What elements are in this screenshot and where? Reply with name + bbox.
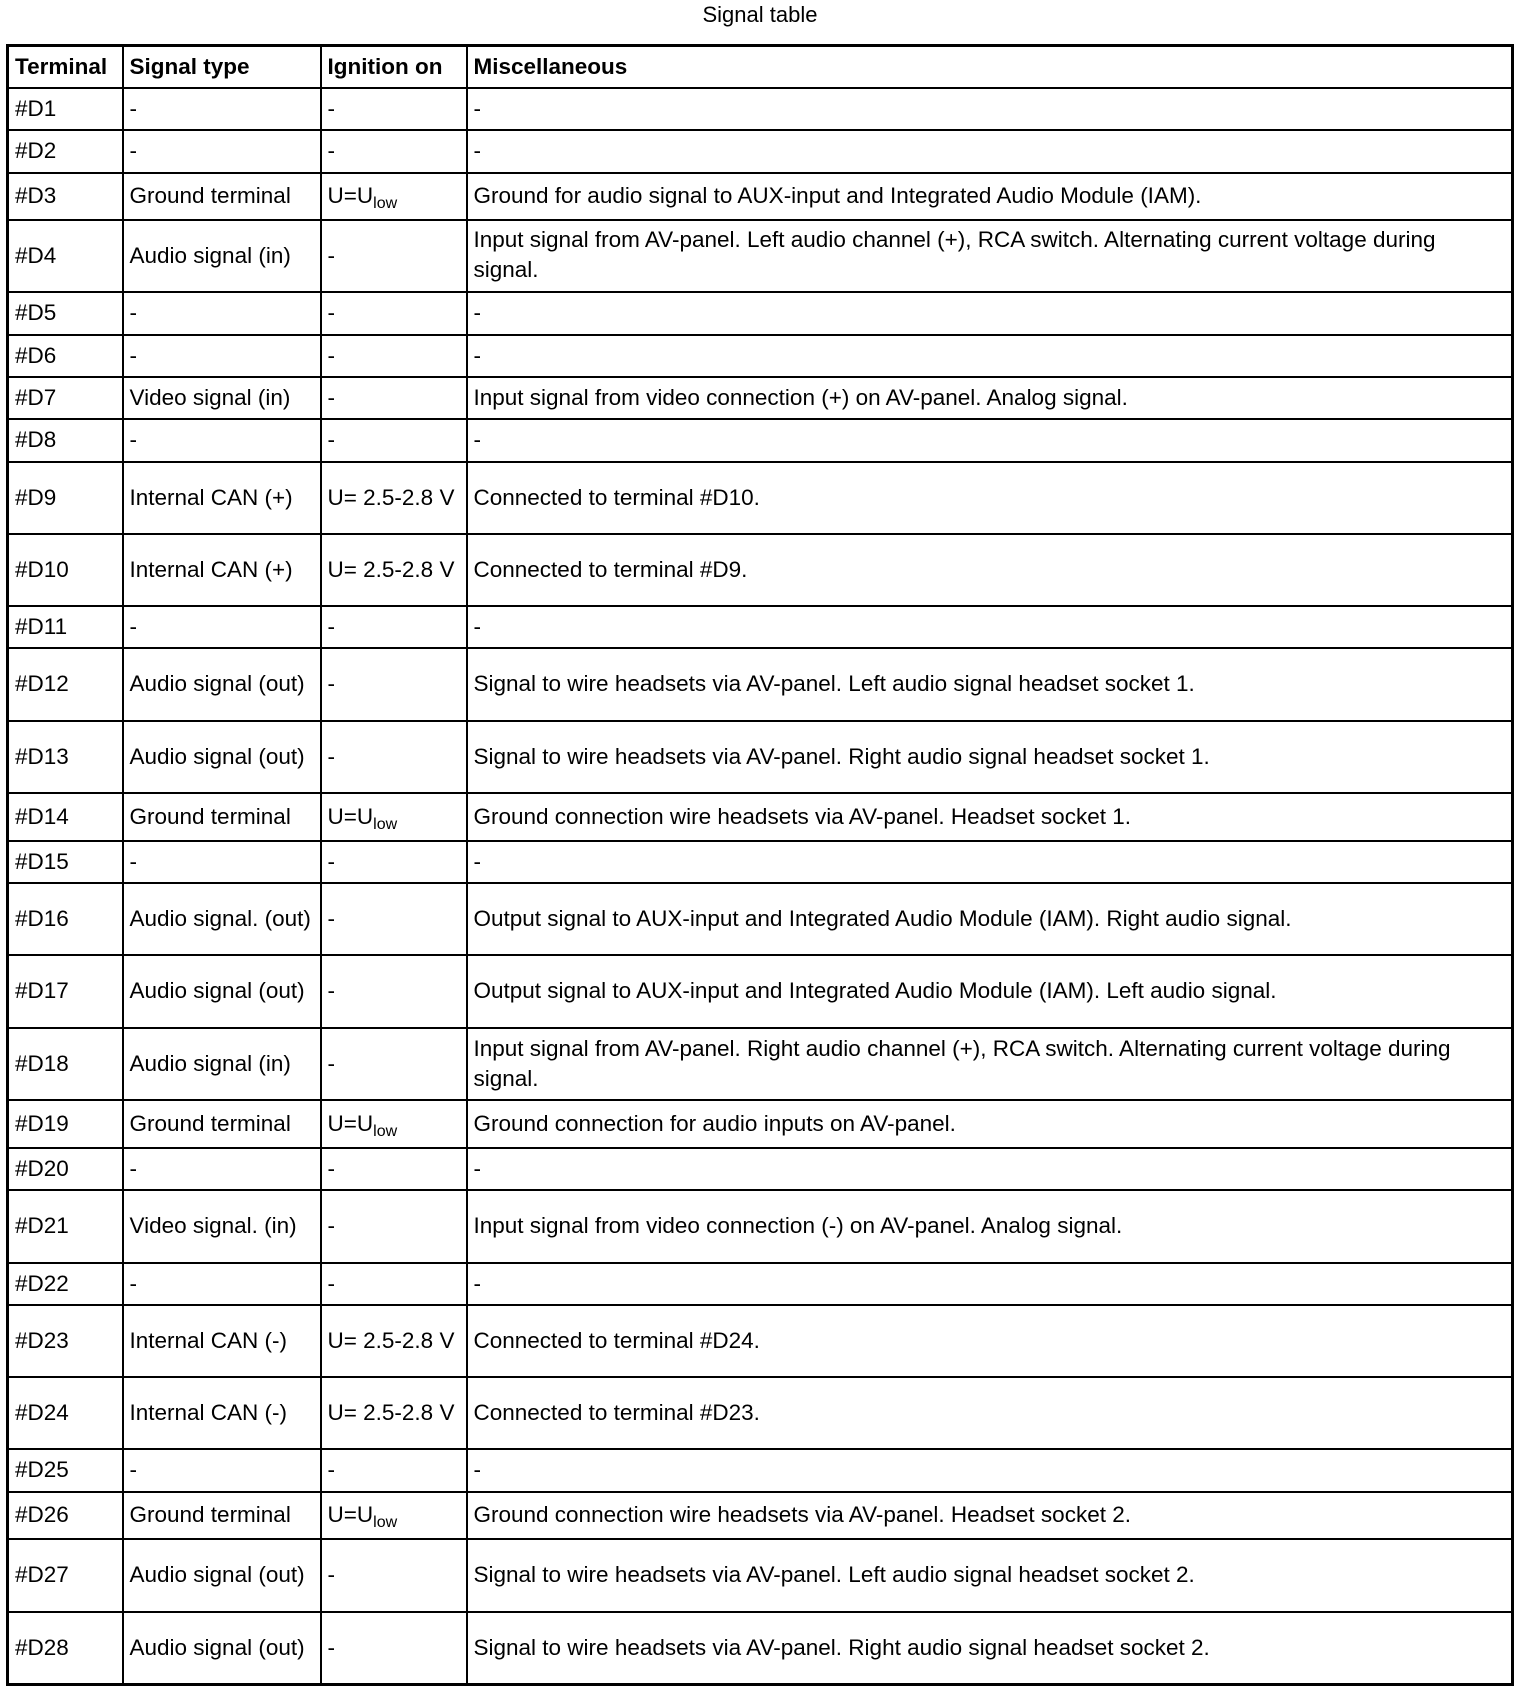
ignition-on-cell-text: - [327,1270,335,1296]
terminal-cell [8,1028,123,1100]
header-signal-type: Signal type [123,46,321,88]
signal-type-cell [123,130,321,173]
signal-type-cell [123,335,321,377]
terminal-cell-text: #D18 [15,1050,69,1076]
table-row [8,1263,1513,1305]
ignition-on-cell-text: U= 2.5-2.8 V [327,1399,455,1425]
ignition-on-cell [321,793,467,841]
table-row [8,1612,1513,1685]
table-row [8,419,1513,462]
terminal-cell [8,173,123,220]
terminal-cell [8,1190,123,1263]
terminal-cell-text: #D24 [15,1399,69,1425]
signal-type-cell-text: - [129,300,137,325]
ignition-on-cell [321,88,467,130]
terminal-cell [8,883,123,955]
miscellaneous-cell-text: Signal to wire headsets via AV-panel. Left audio signal headset socket 1. [473,671,1195,696]
terminal-cell-text: #D8 [15,427,57,452]
terminal-cell-text: #D3 [15,183,57,208]
terminal-cell [8,721,123,793]
table-row [8,1305,1513,1377]
ignition-on-cell [321,1305,467,1377]
signal-type-cell [123,292,321,335]
miscellaneous-cell-text: - [473,427,481,452]
header-ignition-on: Ignition on [321,46,467,88]
ignition-on-cell-text: - [327,1562,335,1587]
terminal-cell [8,130,123,173]
signal-type-cell [123,1148,321,1190]
ignition-on-cell-text: - [327,1213,335,1238]
signal-type-cell-text: Internal CAN (-) [129,1399,288,1425]
ignition-on-cell [321,955,467,1028]
terminal-cell [8,220,123,292]
terminal-cell-text: #D9 [15,484,57,510]
ignition-on-cell [321,462,467,534]
signal-type-cell [123,1100,321,1148]
signal-type-cell [123,377,321,419]
ignition-on-cell-text: U= 2.5-2.8 V [327,484,455,510]
ignition-on-cell-text: - [327,300,335,325]
terminal-cell-text: #D21 [15,1213,69,1238]
terminal-cell [8,335,123,377]
miscellaneous-cell-text: Connected to terminal #D23. [473,1399,760,1425]
miscellaneous-cell [467,534,1513,606]
table-row [8,883,1513,955]
miscellaneous-cell-text: Ground connection wire headsets via AV-panel. Headset socket 2. [473,1502,1131,1527]
ignition-on-cell-text: - [327,848,335,874]
table-row [8,648,1513,721]
terminal-cell [8,1305,123,1377]
signal-type-cell-text: Audio signal (out) [129,671,305,696]
signal-type-cell-text: Audio signal (out) [129,743,305,769]
miscellaneous-cell-text: Input signal from video connection (-) on AV-panel. Analog signal. [473,1213,1123,1238]
table-row [8,335,1513,377]
signal-type-cell [123,606,321,648]
ignition-on-cell [321,1100,467,1148]
terminal-cell [8,841,123,883]
terminal-cell [8,1263,123,1305]
miscellaneous-cell-text: Signal to wire headsets via AV-panel. Right audio signal headset socket 1. [473,743,1210,769]
miscellaneous-cell [467,335,1513,377]
terminal-cell-text: #D17 [15,978,69,1003]
signal-type-cell [123,841,321,883]
terminal-cell-text: #D2 [15,138,57,163]
ignition-on-cell [321,130,467,173]
terminal-cell-text: #D4 [15,242,57,268]
terminal-cell [8,292,123,335]
table-row [8,377,1513,419]
miscellaneous-cell-text: Connected to terminal #D9. [473,556,748,582]
miscellaneous-cell [467,1539,1513,1612]
signal-type-cell-text: Ground terminal [129,183,291,208]
signal-type-cell-text: - [129,1270,137,1296]
signal-type-cell [123,793,321,841]
terminal-cell [8,534,123,606]
signal-type-cell [123,1190,321,1263]
miscellaneous-cell [467,841,1513,883]
table-row [8,1377,1513,1449]
ignition-on-cell [321,1492,467,1539]
terminal-cell [8,88,123,130]
terminal-cell-text: #D7 [15,384,57,410]
terminal-cell [8,955,123,1028]
signal-table [6,44,1514,1686]
ignition-on-cell-text: - [327,743,335,769]
signal-type-cell [123,648,321,721]
ignition-on-cell-text: U= 2.5-2.8 V [327,1327,455,1353]
ignition-on-cell [321,1612,467,1685]
ignition-on-cell-text: - [327,384,335,410]
ignition-on-cell-text: - [327,342,335,368]
signal-type-cell-text: Audio signal (out) [129,1634,305,1660]
signal-type-cell-text: - [129,427,137,452]
signal-type-cell [123,1028,321,1100]
table-row [8,1539,1513,1612]
terminal-cell-text: #D6 [15,342,57,368]
terminal-cell [8,419,123,462]
ignition-on-cell-text: - [327,613,335,639]
miscellaneous-cell-text: - [473,300,481,325]
page-title: Signal table [702,2,818,27]
ignition-on-cell [321,377,467,419]
signal-type-cell [123,955,321,1028]
terminal-cell [8,1148,123,1190]
table-row [8,955,1513,1028]
terminal-cell-text: #D27 [15,1562,69,1587]
signal-type-cell [123,173,321,220]
table-row [8,606,1513,648]
miscellaneous-cell-text: - [473,613,481,639]
table-row [8,88,1513,130]
table-row [8,841,1513,883]
ignition-subscript: low [373,1514,398,1531]
ignition-subscript: low [373,815,398,833]
miscellaneous-cell-text: - [473,342,481,368]
table-row [8,220,1513,292]
table-row [8,1190,1513,1263]
ignition-on-cell [321,1449,467,1492]
terminal-cell-text: #D26 [15,1502,69,1527]
miscellaneous-cell-text: Output signal to AUX-input and Integrated Audio Module (IAM). Right audio signal. [473,905,1292,931]
ignition-on-cell [321,606,467,648]
ignition-on-cell-text: - [327,138,335,163]
signal-type-cell-text: Internal CAN (-) [129,1327,288,1353]
ignition-on-cell [321,721,467,793]
miscellaneous-cell-text: Ground for audio signal to AUX-input and Integrated Audio Module (IAM). [473,183,1202,208]
table-row [8,534,1513,606]
signal-type-cell-text: - [129,848,137,874]
terminal-cell [8,1492,123,1539]
ignition-on-cell [321,841,467,883]
signal-type-cell-text: - [129,138,137,163]
miscellaneous-cell-text: Connected to terminal #D24. [473,1327,760,1353]
miscellaneous-cell [467,220,1513,292]
miscellaneous-cell-text: - [473,1270,481,1296]
table-row [8,1449,1513,1492]
ignition-on-cell [321,1377,467,1449]
ignition-on-cell [321,292,467,335]
ignition-on-cell [321,1263,467,1305]
miscellaneous-cell [467,1148,1513,1190]
miscellaneous-cell-text: Ground connection for audio inputs on AV-panel. [473,1110,956,1136]
ignition-on-cell-text: - [327,1155,335,1181]
signal-type-cell-text: Audio signal (in) [129,242,291,268]
table-row [8,793,1513,841]
ignition-on-cell-text: U=U [327,803,374,829]
table-row [8,721,1513,793]
header-terminal: Terminal [8,46,123,88]
ignition-on-cell-text: - [327,978,335,1003]
signal-type-cell-text: Ground terminal [129,1502,291,1527]
miscellaneous-cell [467,419,1513,462]
miscellaneous-cell-text: - [473,1457,481,1482]
terminal-cell-text: #D1 [15,95,57,121]
ignition-on-cell [321,173,467,220]
table-row [8,1492,1513,1539]
terminal-cell-text: #D15 [15,848,69,874]
miscellaneous-cell-text: - [473,95,481,121]
terminal-cell [8,793,123,841]
miscellaneous-cell [467,1305,1513,1377]
ignition-on-cell-text: - [327,1050,335,1076]
ignition-on-cell [321,883,467,955]
miscellaneous-cell [467,292,1513,335]
ignition-on-cell-text: U=U [327,183,374,208]
terminal-cell-text: #D5 [15,300,57,325]
terminal-cell-text: #D13 [15,743,69,769]
miscellaneous-cell-text: - [473,848,481,874]
terminal-cell [8,606,123,648]
ignition-on-cell [321,335,467,377]
signal-type-cell [123,1449,321,1492]
miscellaneous-cell [467,1100,1513,1148]
table-header-row [8,46,1513,88]
signal-type-cell-text: Internal CAN (+) [129,484,293,510]
terminal-cell-text: #D20 [15,1155,69,1181]
terminal-cell-text: #D12 [15,671,69,696]
miscellaneous-cell [467,1190,1513,1263]
ignition-on-cell-text: - [327,1634,335,1660]
terminal-cell [8,648,123,721]
terminal-cell [8,1449,123,1492]
ignition-on-cell [321,419,467,462]
signal-type-cell-text: - [129,342,137,368]
ignition-on-cell [321,220,467,292]
signal-type-cell [123,1539,321,1612]
terminal-cell-text: #D22 [15,1270,69,1296]
ignition-on-cell-text: - [327,1457,335,1482]
signal-type-cell [123,1305,321,1377]
signal-type-cell [123,1612,321,1685]
miscellaneous-cell-text: Input signal from AV-panel. Right audio channel (+), RCA switch. Alternating current voltage during signal. [473,1035,1451,1091]
table-row [8,292,1513,335]
signal-type-cell-text: Video signal. (in) [129,1213,297,1238]
ignition-on-cell-text: - [327,95,335,121]
miscellaneous-cell [467,648,1513,721]
terminal-cell-text: #D11 [15,613,68,639]
terminal-cell-text: #D16 [15,905,69,931]
miscellaneous-cell-text: Connected to terminal #D10. [473,484,760,510]
miscellaneous-cell [467,130,1513,173]
ignition-on-cell-text: - [327,905,335,931]
signal-type-cell-text: Audio signal (in) [129,1050,291,1076]
miscellaneous-cell [467,1028,1513,1100]
ignition-on-cell [321,648,467,721]
miscellaneous-cell [467,1612,1513,1685]
miscellaneous-cell-text: Input signal from video connection (+) on AV-panel. Analog signal. [473,384,1128,410]
signal-type-cell-text: Video signal (in) [129,384,291,410]
signal-type-cell-text: - [129,1155,137,1181]
miscellaneous-cell-text: - [473,1155,481,1181]
miscellaneous-cell [467,1263,1513,1305]
header-miscellaneous: Miscellaneous [467,46,1513,88]
miscellaneous-cell [467,1377,1513,1449]
ignition-on-cell [321,1148,467,1190]
terminal-cell [8,462,123,534]
signal-type-cell [123,883,321,955]
miscellaneous-cell [467,955,1513,1028]
terminal-cell [8,1377,123,1449]
table-row [8,1028,1513,1100]
ignition-on-cell [321,1028,467,1100]
terminal-cell [8,1539,123,1612]
miscellaneous-cell [467,377,1513,419]
table-row [8,1148,1513,1190]
signal-type-cell [123,721,321,793]
miscellaneous-cell [467,88,1513,130]
ignition-on-cell-text: - [327,242,335,268]
miscellaneous-cell-text: Signal to wire headsets via AV-panel. Left audio signal headset socket 2. [473,1562,1195,1587]
signal-type-cell [123,88,321,130]
signal-type-cell [123,419,321,462]
miscellaneous-cell-text: Output signal to AUX-input and Integrated Audio Module (IAM). Left audio signal. [473,978,1277,1003]
table-row [8,1100,1513,1148]
signal-type-cell-text: - [129,613,137,639]
ignition-on-cell-text: U=U [327,1502,374,1527]
signal-type-cell [123,534,321,606]
miscellaneous-cell [467,1492,1513,1539]
ignition-on-cell [321,1190,467,1263]
signal-type-cell-text: Audio signal (out) [129,978,305,1003]
ignition-on-cell [321,1539,467,1612]
ignition-subscript: low [373,195,398,212]
terminal-cell-text: #D25 [15,1457,69,1482]
signal-type-cell-text: - [129,1457,137,1482]
miscellaneous-cell [467,1449,1513,1492]
signal-type-cell-text: Ground terminal [129,1110,291,1136]
miscellaneous-cell [467,173,1513,220]
miscellaneous-cell [467,883,1513,955]
miscellaneous-cell [467,793,1513,841]
terminal-cell-text: #D19 [15,1110,69,1136]
signal-type-cell-text: Audio signal (out) [129,1562,305,1587]
signal-type-cell-text: - [129,95,137,121]
ignition-on-cell-text: U=U [327,1110,374,1136]
terminal-cell-text: #D14 [15,803,69,829]
miscellaneous-cell [467,462,1513,534]
terminal-cell [8,1100,123,1148]
terminal-cell-text: #D10 [15,556,69,582]
miscellaneous-cell-text: Input signal from AV-panel. Left audio channel (+), RCA switch. Alternating current voltage during signal. [473,226,1436,282]
signal-type-cell-text: Internal CAN (+) [129,556,293,582]
table-row [8,173,1513,220]
terminal-cell [8,377,123,419]
table-row [8,130,1513,173]
miscellaneous-cell [467,721,1513,793]
signal-type-cell [123,220,321,292]
signal-type-cell [123,1263,321,1305]
ignition-on-cell-text: U= 2.5-2.8 V [327,556,455,582]
signal-type-cell-text: Audio signal. (out) [129,905,311,931]
terminal-cell-text: #D28 [15,1634,69,1660]
ignition-on-cell [321,534,467,606]
ignition-subscript: low [373,1122,398,1140]
miscellaneous-cell-text: Ground connection wire headsets via AV-panel. Headset socket 1. [473,803,1131,829]
ignition-on-cell-text: - [327,671,335,696]
ignition-on-cell-text: - [327,427,335,452]
signal-type-cell [123,462,321,534]
table-row [8,462,1513,534]
signal-type-cell [123,1377,321,1449]
terminal-cell [8,1612,123,1685]
signal-type-cell [123,1492,321,1539]
miscellaneous-cell-text: - [473,138,481,163]
miscellaneous-cell [467,606,1513,648]
signal-type-cell-text: Ground terminal [129,803,291,829]
terminal-cell-text: #D23 [15,1327,69,1353]
miscellaneous-cell-text: Signal to wire headsets via AV-panel. Right audio signal headset socket 2. [473,1634,1210,1660]
